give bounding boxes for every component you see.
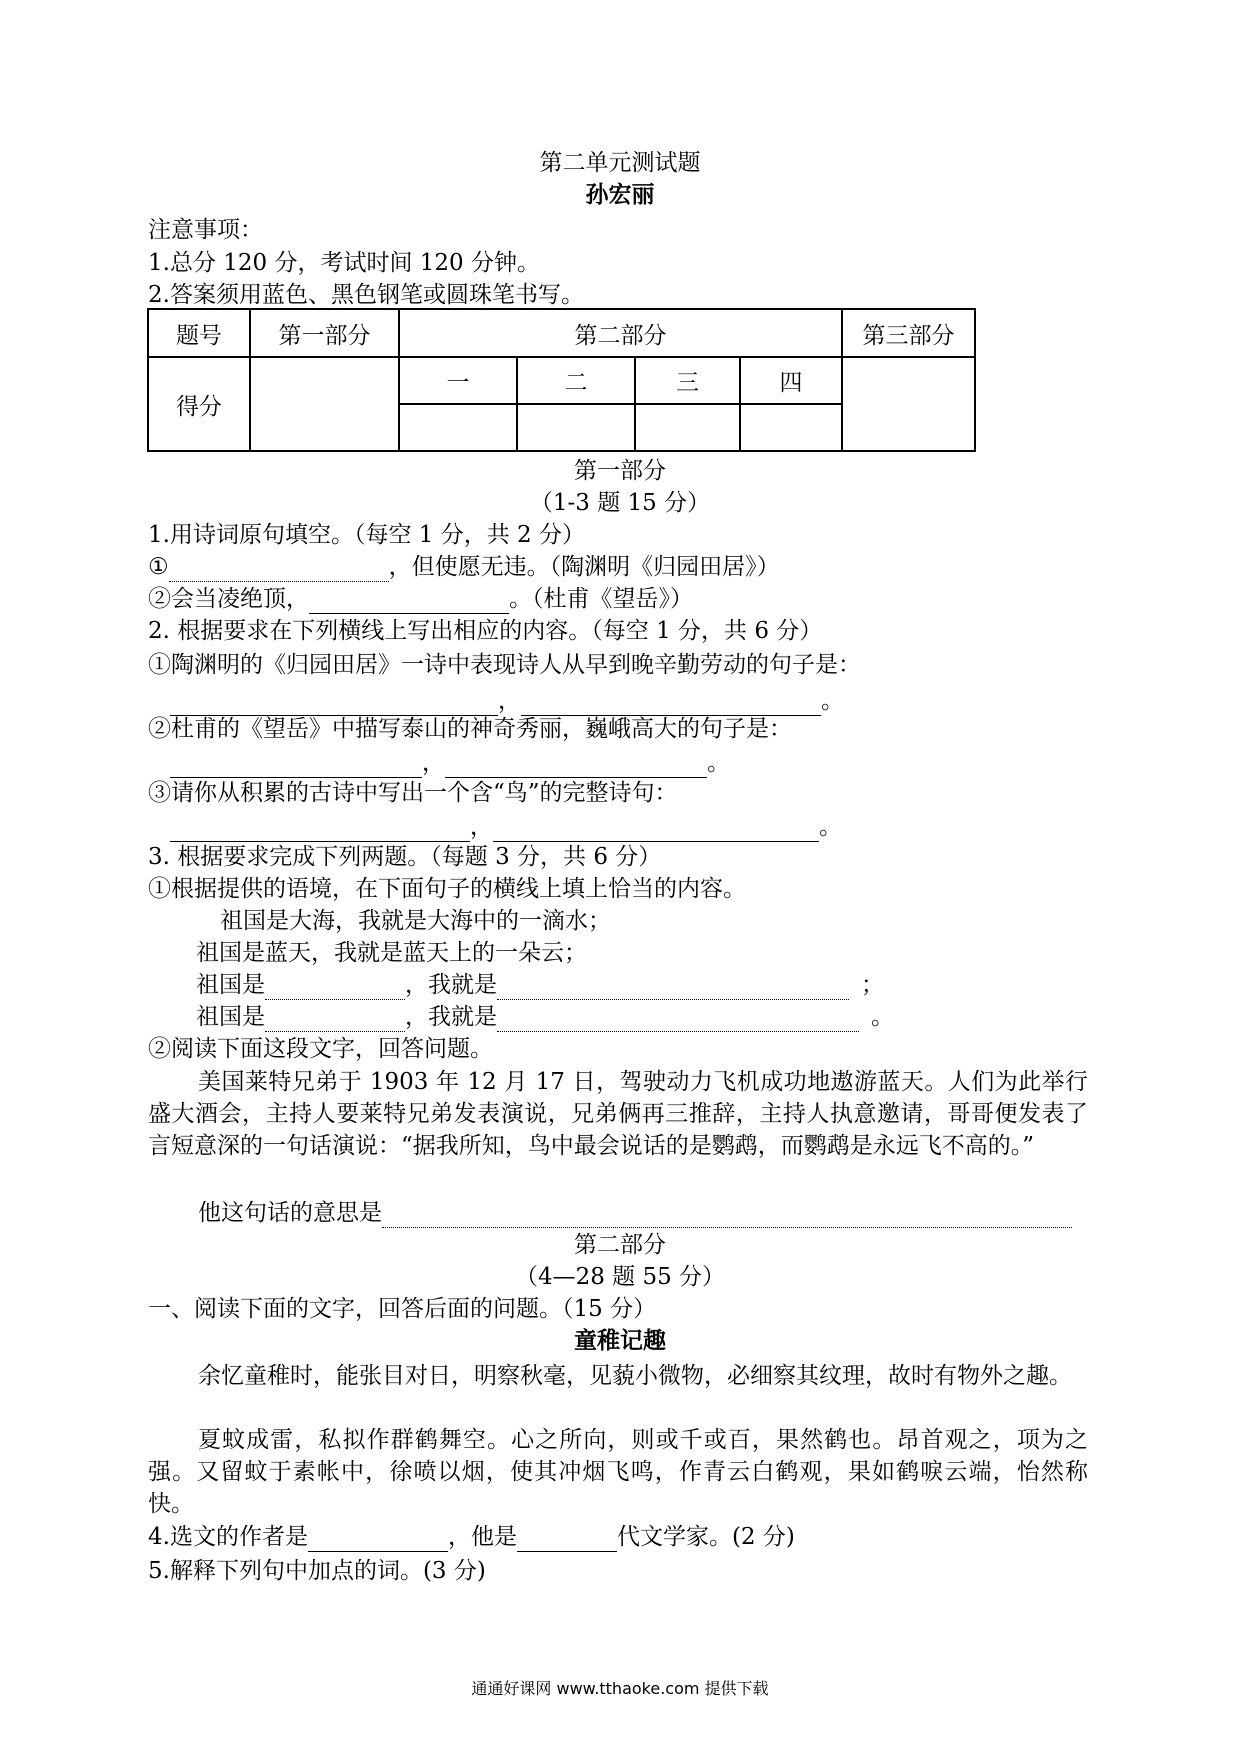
answer-blank-2a-2[interactable]: [521, 693, 821, 716]
comma: ，: [498, 688, 521, 714]
score-table-sub-4: 四: [740, 357, 842, 404]
question-3-b: ②阅读下面这段文字，回答问题。: [148, 1036, 493, 1062]
ask-label: 他这句话的意思是: [198, 1200, 382, 1226]
question-3-a-line-4: [196, 1002, 894, 1032]
question-2-b-blanks: [170, 748, 730, 778]
score-table: [147, 308, 976, 452]
answer-blank-3a-3[interactable]: [265, 1009, 405, 1032]
notes-heading: 注意事项：: [148, 217, 263, 243]
question-1-b-suffix: 。（杜甫《望岳》）: [509, 586, 693, 612]
answer-blank-3a-1[interactable]: [265, 977, 405, 1000]
answer-blank-1a[interactable]: [169, 559, 389, 582]
question-1-b-prefix: ②会当凌绝顶，: [148, 586, 309, 612]
score-cell-sub-3[interactable]: [635, 404, 740, 451]
score-cell-part1[interactable]: [250, 357, 399, 451]
score-table-sub-3: 三: [635, 357, 740, 404]
answer-blank-4a[interactable]: [308, 1529, 448, 1552]
question-3-a-line-2: 祖国是蓝天，我就是蓝天上的一朵云；: [196, 940, 587, 966]
question-3-b-ask: [198, 1198, 1072, 1228]
part1-range: （1-3 题 15 分）: [529, 490, 711, 516]
answer-blank-1b[interactable]: [309, 591, 509, 614]
score-cell-sub-2[interactable]: [517, 404, 635, 451]
question-3-a: ①根据提供的语境，在下面句子的横线上填上恰当的内容。: [148, 876, 746, 902]
answer-blank-2a-1[interactable]: [170, 693, 498, 716]
fill-middle: ，我就是: [405, 972, 497, 998]
answer-blank-3a-4[interactable]: [497, 1009, 859, 1032]
question-2-a-blanks: [170, 686, 844, 716]
question-2-c: ③请你从积累的古诗中写出一个含“鸟”的完整诗句：: [148, 780, 678, 806]
fill-end: ；: [861, 972, 884, 998]
comma: ，: [422, 750, 445, 776]
section-1-heading: 一、阅读下面的文字，回答后面的问题。（15 分）: [148, 1296, 657, 1322]
fill-end: 。: [871, 1004, 894, 1030]
comma: ，: [470, 814, 493, 840]
q4-suffix: 代文学家。(2 分): [616, 1524, 795, 1550]
question-3-b-passage: 美国莱特兄弟于 1903 年 12 月 17 日，驾驶动力飞机成功地遨游蓝天。人们为此举行盛大酒会，主持人要莱特兄弟发表演说，兄弟俩再三推辞，主持人执意邀请，哥哥便发表了言短意深的一句话演说：“据我所知，鸟中最会说话的是鹦鹉，而鹦鹉是永远飞不高的。”: [148, 1069, 1088, 1159]
score-cell-part3[interactable]: [842, 357, 975, 451]
question-3: 3. 根据要求完成下列两题。（每题 3 分，共 6 分）: [148, 844, 662, 870]
score-table-header-part3: 第三部分: [842, 309, 975, 357]
q4-middle: ，他是: [447, 1524, 517, 1550]
score-table-sub-1: 一: [399, 357, 517, 404]
passage-title: 童稚记趣: [574, 1327, 666, 1354]
answer-blank-3a-2[interactable]: [497, 977, 849, 1000]
answer-blank-3b[interactable]: [382, 1205, 1072, 1228]
notes-item-2: 2.答案须用蓝色、黑色钢笔或圆珠笔书写。: [148, 282, 584, 308]
answer-blank-2b-1[interactable]: [170, 755, 422, 778]
page-title: 第二单元测试题: [539, 150, 701, 176]
question-2-a: ①陶渊明的《归园田居》一诗中表现诗人从早到晚辛勤劳动的句子是：: [148, 652, 861, 678]
score-cell-sub-4[interactable]: [740, 404, 842, 451]
q4-prefix: 4.选文的作者是: [148, 1524, 308, 1550]
answer-blank-2c-2[interactable]: [493, 819, 819, 842]
fill-prefix: 祖国是: [196, 1004, 265, 1030]
score-cell-sub-1[interactable]: [399, 404, 517, 451]
part1-heading: 第一部分: [574, 458, 666, 484]
passage-paragraph-2: 夏蚊成雷，私拟作群鹤舞空。心之所向，则或千或百，果然鹤也。昂首观之，项为之强。又留蚊于素帐中，徐喷以烟，使其冲烟飞鸣，作青云白鹤观，果如鹤唳云端，怡然称快。: [148, 1427, 1088, 1517]
period: 。: [819, 814, 842, 840]
answer-blank-2c-1[interactable]: [170, 819, 470, 842]
score-table-sub-2: 二: [517, 357, 635, 404]
period: 。: [821, 688, 844, 714]
question-2-b: ②杜甫的《望岳》中描写泰山的神奇秀丽，巍峨高大的句子是：: [148, 716, 792, 742]
question-1-a-suffix: ，但使愿无违。（陶渊明《归园田居》）: [388, 554, 780, 580]
passage-paragraph-1: 余忆童稚时，能张目对日，明察秋毫，见藐小微物，必细察其纹理，故时有物外之趣。: [198, 1363, 1072, 1389]
notes-item-1: 1.总分 120 分，考试时间 120 分钟。: [148, 250, 540, 276]
answer-blank-2b-2[interactable]: [445, 755, 707, 778]
question-3-a-line-1: 祖国是大海，我就是大海中的一滴水；: [220, 908, 611, 934]
question-1-b: [148, 584, 693, 614]
footer-credit: 通通好课网 www.tthaoke.com 提供下载: [471, 1679, 769, 1698]
score-table-label-score: 得分: [148, 357, 250, 451]
fill-prefix: 祖国是: [196, 972, 265, 998]
score-table-header-question: 题号: [148, 309, 250, 357]
question-3-a-line-3: [196, 970, 884, 1000]
question-4: [148, 1522, 795, 1552]
question-1-a: [148, 552, 780, 582]
score-table-header-part1: 第一部分: [250, 309, 399, 357]
fill-middle: ，我就是: [405, 1004, 497, 1030]
answer-blank-4b[interactable]: [517, 1529, 617, 1552]
author-name: 孙宏丽: [585, 181, 655, 208]
question-2-c-blanks: [170, 812, 842, 842]
period: 。: [707, 750, 730, 776]
question-5: 5.解释下列句中加点的词。(3 分): [148, 1558, 486, 1584]
question-1-a-prefix: ①: [148, 554, 169, 580]
question-2: 2. 根据要求在下列横线上写出相应的内容。（每空 1 分，共 6 分）: [148, 618, 823, 644]
part2-heading: 第二部分: [574, 1232, 666, 1258]
question-1: 1.用诗词原句填空。（每空 1 分，共 2 分）: [148, 522, 585, 548]
part2-range: （4—28 题 55 分）: [514, 1264, 726, 1290]
score-table-header-part2: 第二部分: [399, 309, 842, 357]
